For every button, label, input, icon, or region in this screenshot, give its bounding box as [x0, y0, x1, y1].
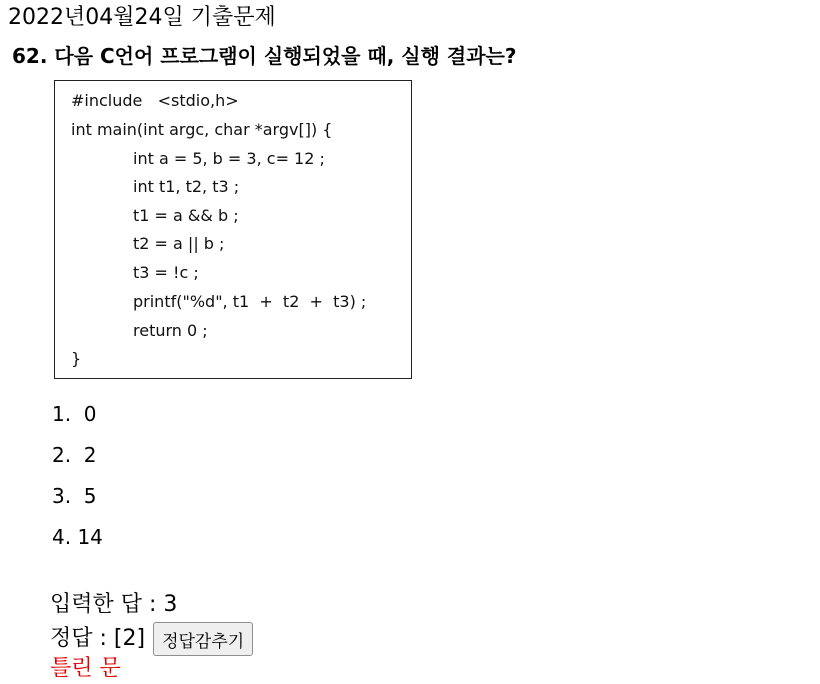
choice-1[interactable]: 1. 0	[52, 402, 97, 426]
correct-answer: 정답 : [2]	[50, 626, 146, 651]
code-line: int main(int argc, char *argv[]) {	[71, 120, 333, 139]
code-line: int t1, t2, t3 ;	[133, 177, 240, 196]
choice-4[interactable]: 4. 14	[52, 525, 103, 549]
code-line: #include <stdio,h>	[71, 91, 239, 110]
exam-title: 2022년04월24일 기출문제	[8, 5, 276, 30]
code-line: t3 = !c ;	[133, 263, 199, 282]
code-line: printf("%d", t1 + t2 + t3) ;	[133, 292, 367, 311]
choice-2[interactable]: 2. 2	[52, 443, 97, 467]
code-line: t1 = a && b ;	[133, 206, 239, 225]
code-line: t2 = a || b ;	[133, 234, 225, 253]
code-line: }	[71, 349, 82, 368]
hide-answer-button[interactable]: 정답감추기	[153, 622, 253, 656]
entered-answer: 입력한 답 : 3	[50, 592, 178, 617]
choice-3[interactable]: 3. 5	[52, 484, 97, 508]
code-line: int a = 5, b = 3, c= 12 ;	[133, 149, 325, 168]
result-text: 틀린 문	[50, 656, 121, 681]
code-box	[54, 80, 412, 379]
question-text: 62. 다음 C언어 프로그램이 실행되었을 때, 실행 결과는?	[12, 44, 517, 68]
code-line: return 0 ;	[133, 321, 208, 340]
correct-answer-row	[50, 622, 253, 656]
